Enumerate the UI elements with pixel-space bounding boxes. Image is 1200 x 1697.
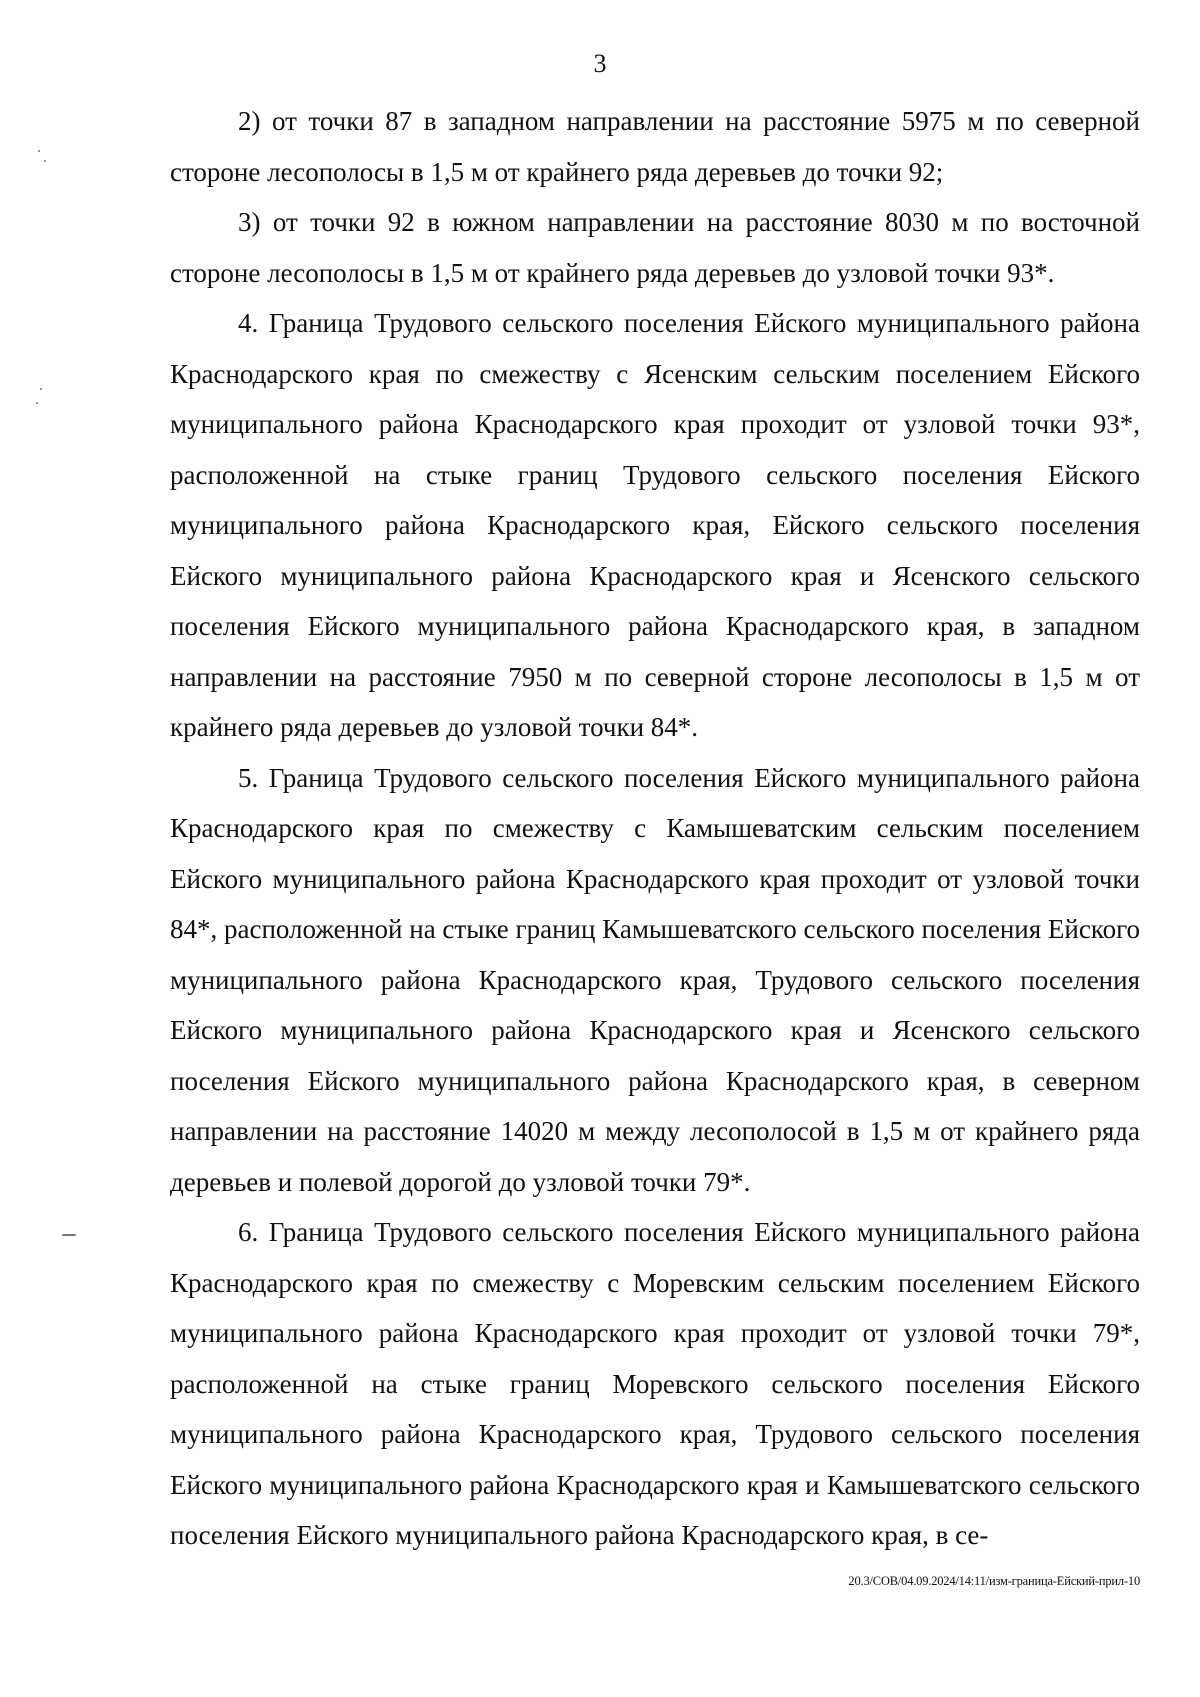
- document-body: [170, 96, 1140, 1561]
- scan-speck: [40, 388, 42, 390]
- page-number: 3: [593, 49, 607, 78]
- paragraph-2: 2) от точки 87 в западном направлении на расстояние 5975 м по северной стороне лесополосы в 1,5 м от крайнего ряда деревьев до точки 92;: [170, 106, 1140, 187]
- scan-speck: [36, 402, 38, 404]
- paragraph-5: 5. Граница Трудового сельского поселения Ейского муниципального района Краснодарского края по смежеству с Камышеватским сельским поселением Ейского муниципального района Краснодарского края проходит от узловой точки 84*, расположенной на стыке границ Камышеватского сельского поселения Ейского муниципального района Краснодарского края, Трудового сельского поселения Ейского муниципального района Краснодарского края и Ясенского сельского поселения Ейского муниципального района Краснодарского края, в северном направлении на расстояние 14020 м между лесополосой в 1,5 м от крайнего ряда деревьев и полевой дорогой до узловой точки 79*.: [170, 762, 1140, 1197]
- scan-speck: [44, 160, 46, 162]
- footer-document-code: 20.3/СОВ/04.09.2024/14:11/изм-граница-Ейский-прил-10: [848, 1574, 1140, 1588]
- paragraph-3: 3) от точки 92 в южном направлении на расстояние 8030 м по восточной стороне лесополосы в 1,5 м от крайнего ряда деревьев до узловой точки 93*.: [170, 207, 1140, 288]
- scan-speck: [62, 1234, 76, 1236]
- paragraph-4: 4. Граница Трудового сельского поселения Ейского муниципального района Краснодарского края по смежеству с Ясенским сельским поселением Ейского муниципального района Краснодарского края проходит от узловой точки 93*, расположенной на стыке границ Трудового сельского поселения Ейского муниципального района Краснодарского края, Ейского сельского поселения Ейского муниципального района Краснодарского края и Ясенского сельского поселения Ейского муниципального района Краснодарского края, в западном направлении на расстояние 7950 м по северной стороне лесополосы в 1,5 м от крайнего ряда деревьев до узловой точки 84*.: [170, 308, 1140, 742]
- scan-speck: [38, 150, 40, 152]
- paragraph-6: 6. Граница Трудового сельского поселения Ейского муниципального района Краснодарского края по смежеству с Моревским сельским поселением Ейского муниципального района Краснодарского края проходит от узловой точки 79*, расположенной на стыке границ Моревского сельского поселения Ейского муниципального района Краснодарского края, Трудового сельского поселения Ейского муниципального района Краснодарского края и Камышеватского сельского поселения Ейского муниципального района Краснодарского края, в се-: [170, 1217, 1140, 1550]
